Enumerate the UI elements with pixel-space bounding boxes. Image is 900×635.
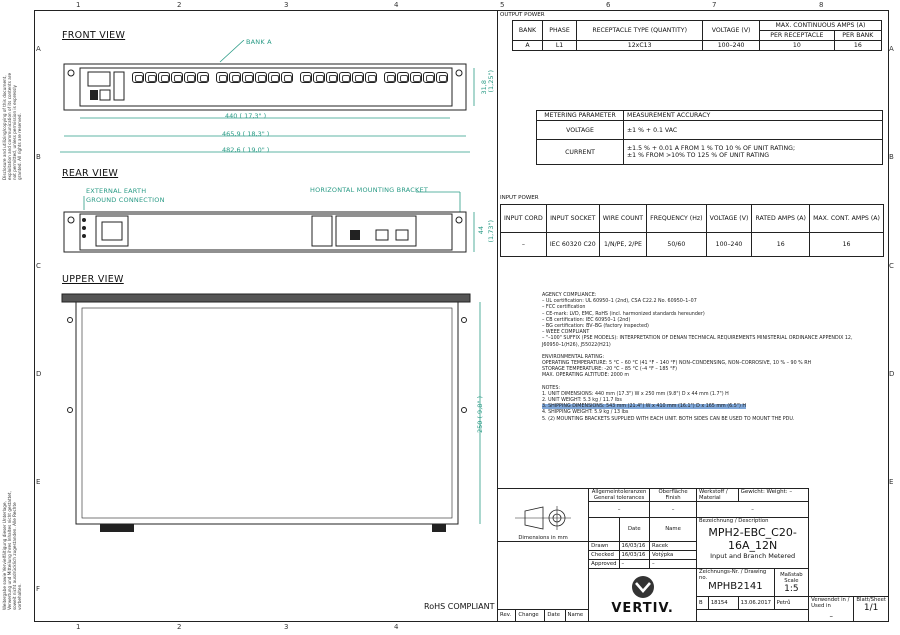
dimensions-in-mm: Dimensions in mm (518, 534, 568, 541)
th-rated-amps: RATED AMPS (A) (752, 205, 810, 233)
rev-header: Rev. (498, 609, 516, 621)
input-power-table (500, 204, 884, 257)
approved-date: – (619, 560, 650, 569)
earth-label-1: EXTERNAL EARTH (86, 187, 147, 195)
name-header: Name (650, 517, 697, 541)
th-phase: PHASE (543, 21, 577, 41)
outlet (268, 72, 280, 83)
outlet (352, 72, 364, 83)
vertiv-logo-text: VERTIV. (611, 600, 674, 616)
row-c: C (36, 262, 41, 270)
dim-482: 482,6 ( 19,0" ) (222, 146, 270, 154)
outlet (158, 72, 170, 83)
th-frequency: FREQUENCY (Hz) (647, 205, 707, 233)
checked-date: 16/03/16 (619, 550, 650, 559)
tolerance-value: – (589, 502, 650, 517)
outlet (397, 72, 409, 83)
row-b-right: B (889, 153, 894, 161)
col-2: 2 (177, 1, 182, 9)
note-line: – FCC certification (542, 305, 586, 311)
th-input-socket: INPUT SOCKET (546, 205, 599, 233)
col-3: 3 (284, 623, 289, 631)
bottom-ruler (34, 623, 889, 633)
scale-label: Maßstab Scale (780, 571, 803, 584)
note-line: OPERATING TEMPERATURE: 5 °C – 60 °C (41 °F – 140 °F) NON–CONDENSING, NON–CORROSIVE, 10 % – 90 % RH (542, 361, 812, 367)
th-input-cord: INPUT CORD (501, 205, 547, 233)
accuracy-current-2: ±1 % FROM >10% TO 125 % OF UNIT RATING (627, 152, 770, 159)
checked-name: Votýpka (650, 550, 697, 559)
cell: 12xC13 (577, 41, 703, 51)
rev-date: 13.06.2017 (738, 597, 774, 609)
note-line: 4. SHIPPING WEIGHT: 5.9 kg / 13 lbs (542, 410, 629, 416)
title-block (497, 488, 889, 622)
col-1: 1 (76, 623, 81, 631)
row-b: B (36, 153, 41, 161)
col-7: 7 (712, 1, 717, 9)
rev-change: 18154 (708, 597, 738, 609)
col-3: 3 (284, 1, 289, 9)
sheet-label: Blatt/Sheet (856, 597, 886, 604)
drawn-name: Racek (650, 541, 697, 550)
rev-name-header: Name (565, 609, 589, 621)
row-a-right: A (889, 45, 894, 53)
th-metering-param: METERING PARAMETER (537, 111, 624, 121)
vertical-divider (497, 10, 498, 490)
cell: A (513, 41, 543, 51)
outlet (197, 72, 209, 83)
compliance-notes (542, 293, 882, 423)
output-power-heading: OUTPUT POWER (500, 12, 545, 18)
col-5: 5 (500, 1, 505, 9)
note-line: – "–100" SUFFIX (PSE MODELS): INTERPRETATION OF DENAN TECHNICAL REQUIREMENTS MINISTERIAL ORDINANCE APPENDIX 12, (542, 336, 853, 342)
outlet (423, 72, 435, 83)
th-max-amps: MAX. CONTINUOUS AMPS (A) (760, 21, 882, 31)
rev-b: B (697, 597, 709, 609)
outlet (242, 72, 254, 83)
note-line: 5. (2) MOUNTING BRACKETS SUPPLIED WITH EACH UNIT. BOTH SIDES CAN BE USED TO MOUNT THE PDU. (542, 416, 795, 422)
cell: 100–240 (706, 233, 752, 257)
rohs-label: RoHS COMPLIANT (424, 602, 495, 611)
description-sub: Input and Branch Metered (710, 551, 796, 560)
note-line: AGENCY COMPLIANCE: (542, 293, 597, 298)
cell: 16 (752, 233, 810, 257)
accuracy-current-1: ±1.5 % + 0.01 A FROM 1 % TO 10 % OF UNIT RATING; (627, 145, 796, 152)
th-receptacle: RECEPTACLE TYPE (QUANTITY) (577, 21, 703, 41)
row-c-right: C (889, 262, 894, 270)
cell: 16 (834, 41, 881, 51)
note-line: J60950–1(H26), J55022(H21) (542, 342, 611, 348)
outlet (145, 72, 157, 83)
outlet (281, 72, 293, 83)
outlet (300, 72, 312, 83)
dim-44: 44 (477, 226, 485, 235)
disclosure-note-de: Weitergabe sowie Vervielfältigung dieser Unterlage, Verwertung und Mitteilung ihres Inhaltes nicht gestattet, soweit nicht ausdrücklich zugestanden. Alle Rechte vorbehalten. (2, 491, 22, 610)
earth-label-2: GROUND CONNECTION (86, 196, 165, 204)
drawing-number: MPHB2141 (708, 581, 763, 593)
rev-date-header: Date (545, 609, 565, 621)
th-max-cont-amps: MAX. CONT. AMPS (A) (810, 205, 884, 233)
note-line: – UL certification: UL 60950–1 (2nd), CSA C22.2 No. 60950–1–07 (542, 299, 697, 305)
outlet (216, 72, 228, 83)
outlet (132, 72, 144, 83)
cell: 16 (810, 233, 884, 257)
row-e-right: E (889, 478, 894, 486)
dim-1-25: (1,25") (487, 70, 495, 93)
output-power-table (512, 20, 882, 51)
bracket-label: HORIZONTAL MOUNTING BRACKET (310, 186, 428, 194)
outlet (436, 72, 448, 83)
dim-1-73: (1,73") (487, 220, 495, 243)
note-line: STORAGE TEMPERATURE: -20 °C – 85 °C (–4 °F – 185 °F) (542, 367, 677, 373)
row-e: E (36, 478, 41, 486)
th-voltage: VOLTAGE (V) (706, 205, 752, 233)
col-4: 4 (394, 623, 399, 631)
accuracy-voltage: ±1 % + 0.1 VAC (624, 121, 883, 140)
rear-view-drawing (60, 190, 480, 260)
note-line: – CB certification: IEC 60950–1 (2nd) (542, 317, 631, 323)
param-voltage: VOLTAGE (537, 121, 624, 140)
note-line: ENVIRONMENTAL RATING: (542, 354, 605, 360)
drawn-date: 16/03/16 (619, 541, 650, 550)
outlet (365, 72, 377, 83)
upper-view-title: UPPER VIEW (62, 274, 124, 285)
dim-250: 250 ( 9,8" ) (476, 396, 484, 434)
used-in-value: – (829, 612, 833, 621)
cell: IEC 60320 C20 (546, 233, 599, 257)
th-per-receptacle: PER RECEPTACLE (760, 31, 835, 41)
outlet (229, 72, 241, 83)
col-6: 6 (606, 1, 611, 9)
outlet (184, 72, 196, 83)
th-bank: BANK (513, 21, 543, 41)
row-f: F (36, 585, 41, 593)
th-per-bank: PER BANK (834, 31, 881, 41)
outlet (326, 72, 338, 83)
note-line: 1. UNIT DIMENSIONS: 440 mm (17.3") W x 250 mm (9.8") D x 44 mm (1.7") H (542, 391, 729, 397)
bank-a-label: BANK A (246, 38, 272, 46)
drawn-label: Drawn (589, 541, 619, 550)
dim-440: 440 ( 17,3" ) (225, 112, 267, 120)
dim-465: 465,9 ( 18,3" ) (222, 130, 270, 138)
scale-value: 1:5 (784, 583, 799, 594)
approved-label: Approved (589, 560, 619, 569)
col-2: 2 (177, 623, 182, 631)
note-highlighted: 3. SHIPPING DIMENSIONS: 543 mm (21.4") W x 410 mm (16.1") D x 165 mm (6.5") H (542, 404, 746, 410)
material-value: – (697, 502, 809, 517)
note-line: MAX. OPERATING ALTITUDE: 2000 m (542, 373, 630, 379)
th-voltage: VOLTAGE (V) (703, 21, 760, 41)
outlet (384, 72, 396, 83)
th-accuracy: MEASUREMENT ACCURACY (624, 111, 883, 121)
note-line: NOTES: (542, 385, 560, 391)
param-current: CURRENT (537, 140, 624, 165)
date-header: Date (619, 517, 650, 541)
cell: 50/60 (647, 233, 707, 257)
weight-label: Gewicht: Weight: – (738, 489, 809, 502)
note-line: – CE-mark: LVD, EMC, RoHS (incl. harmonized standards hereunder) (542, 311, 705, 317)
drawing-no-label: Zeichnungs-Nr. / Drawing no. (699, 569, 767, 582)
description-label: Bezeichnung / Description (699, 517, 769, 524)
cell: 1/N/PE, 2/PE (599, 233, 646, 257)
col-1: 1 (76, 1, 81, 9)
col-8: 8 (819, 1, 824, 9)
weight-value: – (789, 489, 793, 495)
checked-label: Checked (589, 550, 619, 559)
outlet (410, 72, 422, 83)
row-d: D (36, 370, 42, 378)
change-header: Change (516, 609, 545, 621)
general-tolerances: Allgemeintoleranzen General tolerances (589, 489, 650, 502)
note-line: – WEEE COMPLIANT (542, 330, 590, 336)
cell: 10 (760, 41, 835, 51)
row-a: A (36, 45, 41, 53)
outlet (313, 72, 325, 83)
material-label: Werkstoff / Material (697, 489, 739, 502)
vertiv-logo-icon (628, 575, 658, 599)
note-line: – BG certification: BV–BG (factory inspected) (542, 324, 649, 330)
note-line: 2. UNIT WEIGHT: 5.3 kg / 11.7 lbs (542, 398, 622, 404)
disclosure-note-en: Disclosure and utilizing/copying of this document, exploitation and communication of its contents are not permitted, unless permission is expressly granted. All rights are reserved. (2, 72, 22, 180)
used-in-label: Verwendet in / Used in (811, 597, 850, 610)
col-4: 4 (394, 1, 399, 9)
input-power-heading: INPUT POWER (500, 195, 539, 201)
cell: L1 (543, 41, 577, 51)
projection-symbol (513, 503, 573, 533)
cell: 100–240 (703, 41, 760, 51)
th-wire-count: WIRE COUNT (599, 205, 646, 233)
front-view-title: FRONT VIEW (62, 30, 126, 41)
rev-name: Petrů (774, 597, 808, 609)
front-view-drawing (60, 40, 480, 170)
finish-label: Oberfläche Finish (650, 489, 697, 502)
sheet-value: 1/1 (863, 603, 879, 614)
metering-table (536, 110, 883, 165)
approved-name: – (650, 560, 697, 569)
outlet (339, 72, 351, 83)
upper-view-drawing (60, 290, 490, 540)
cell: – (501, 233, 547, 257)
finish-value: – (650, 502, 697, 517)
row-d-right: D (889, 370, 895, 378)
outlet (171, 72, 183, 83)
rear-view-title: REAR VIEW (62, 168, 119, 179)
dim-31-8: 31,8 (480, 80, 488, 95)
outlet (255, 72, 267, 83)
description-main: MPH2-EBC_C20-16A_12N (708, 525, 797, 552)
